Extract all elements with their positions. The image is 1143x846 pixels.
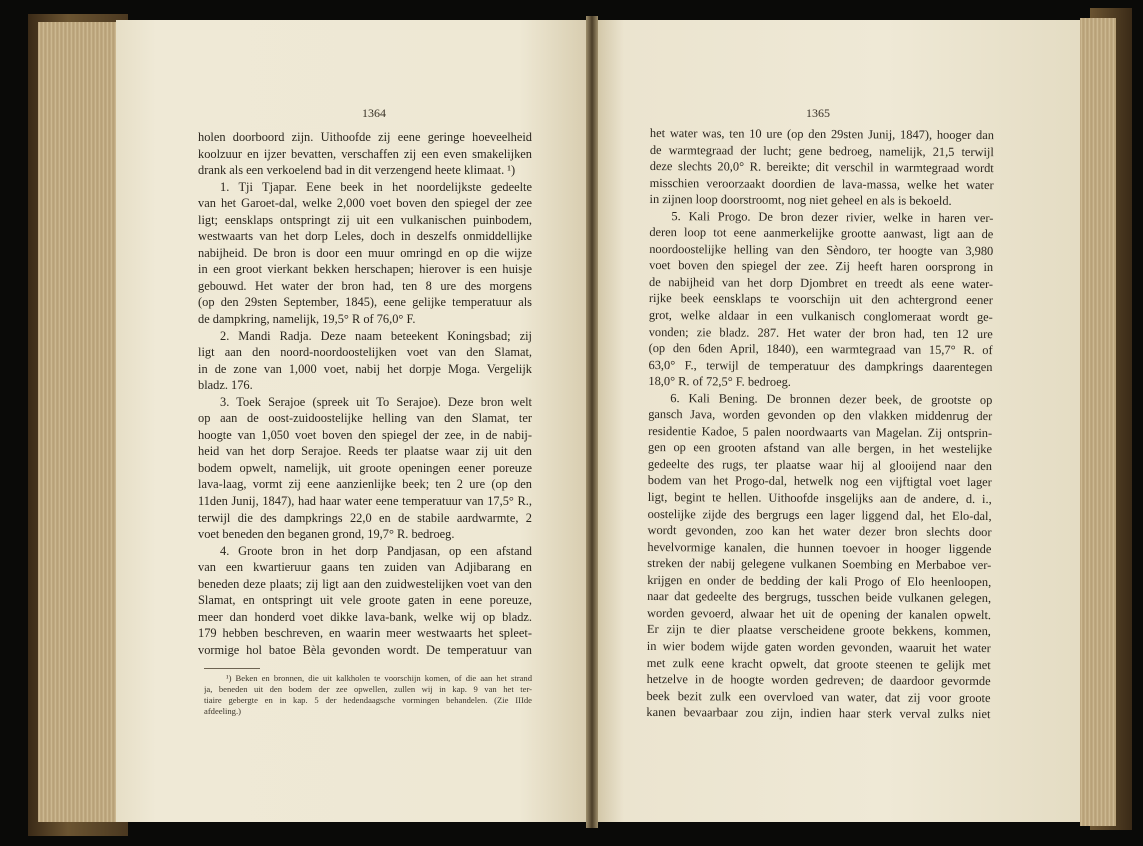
text-line: noordoostelijke helling van den Sèndoro, ter hoogte van 3,980 (649, 241, 994, 258)
text-line: worden gevoerd, alwaar het uit de opening der kanalen opwelt. (646, 605, 992, 622)
text-line: holen doorboord zijn. Uithoofde zij eene geringe hoeveelheid (198, 130, 532, 144)
left-page-text (198, 129, 532, 659)
text-line: Slamat, en ontspringt uit vele groote gaten in eene poreuze, (198, 593, 532, 608)
text-line: grot, welke aldaar in een vulkanisch conglomeraat wordt ge- (648, 308, 993, 325)
text-line: de dampkring, namelijk, 19,5° R of 76,0° F. (198, 312, 416, 327)
text-line: hetzelve in de hoogte worden gedreven; de daardoor gevormde (646, 672, 991, 689)
text-line: 1. Tji Tjapar. Eene beek in het noordelijkste gedeelte (220, 179, 532, 194)
text-line: hoogte van 1,050 voet boven den spiegel der zee, in de nabij- (198, 427, 532, 442)
text-line: beek bezit zulk een overvloed van water, dat zij voor groote (646, 688, 991, 705)
text-line: naar dat gedeelte des bergrugs, tusschen beide vulkanen gelegen, (647, 589, 992, 606)
book-gutter (586, 16, 598, 828)
text-line: terwijl die des dampkrings 22,0 en de stabile aardwarmte, 2 (198, 510, 532, 525)
left-page-number: 1364 (362, 106, 386, 120)
footnote-line: ¹) Beken en bronnen, die uit kalkholen te voorschijn komen, of die aan het strand (226, 673, 532, 683)
text-line: van het Garoet-dal, welke 2,000 voet boven den spiegel der zee (198, 196, 532, 211)
text-line: vormige hol batoe Bèla gevonden wordt. De temperatuur van (198, 642, 532, 657)
text-line: heid van het dorp Serajoe. Reeds ter plaatse waar zij uit den (198, 444, 532, 459)
text-line: Er zijn te dier plaatse verscheidene groote bekkens, kommen, (646, 622, 991, 639)
text-line: misschien veroorzaakt doordien de lava-massa, welke het water (649, 175, 994, 192)
text-line: in een groot vierkant bekken herschapen; hierover is een huisje (198, 262, 532, 277)
text-line: residentie Kadoe, 5 palen noordwaarts van Magelan. Zij ontsprin- (648, 423, 993, 440)
text-line: kanen bevaarbaar zou zijn, indien haar sterk verval zulks niet (646, 705, 991, 722)
text-line: oostelijke zijde des bergrugs een lager liggend dal, het Elo-dal, (647, 506, 992, 523)
text-line: nabijheid. De bron is door een muur omringd en op die wijze (198, 245, 532, 260)
text-line: ligt, begint te hellen. Uithoofde insgelijks aan de andere, d. i., (647, 490, 992, 507)
left-page-footnote (204, 673, 532, 717)
text-line: 63,0° F., terwijl de temperatuur des dampkrings daarentegen (648, 357, 993, 374)
text-line: op aan de oost-zuidoostelijke helling van den Slamat, ter (198, 411, 532, 426)
text-line: 3. Toek Serajoe (spreek uit To Serajoe). Deze bron welt (220, 394, 532, 409)
text-line: hevelvormige kanalen, die hunnen toevoer in hooger liggende (647, 539, 992, 556)
text-line: bodem van het Progo-dal, hetwelk nog een vijftigtal voet lager (647, 473, 992, 490)
text-line: rijke beek eensklaps te voorschijn uit den achtergrond eener (648, 291, 993, 308)
text-line: 2. Mandi Radja. Deze naam beteekent Koningsbad; zij (220, 328, 532, 343)
text-line: de nabijheid van het dorp Djombret en treedt als eene water- (648, 274, 994, 292)
text-line: gen op een grooten afstand van alle bergen, in het westelijke (647, 440, 993, 457)
text-line: van een kwartieruur gaans ten zuiden van Adjibarang en (198, 560, 532, 575)
text-line: krijgen en onder de bedding der kali Progo of Elo heenloopen, (647, 572, 992, 589)
text-line: deze slechts 20,0° R. bereikte; dit verschil in warmtegraad wordt (649, 159, 994, 176)
text-line: 11den Junij, 1847), had haar water eene temperatuur van 17,5° R., (198, 494, 532, 509)
text-line: westwaarts van het dorp Leles, doch in deszelfs onmiddellijke (198, 229, 532, 244)
text-line: 5. Kali Progo. De bron dezer rivier, welke in haren ver- (671, 208, 994, 225)
right-page-number: 1365 (806, 106, 830, 120)
page-edges-left (38, 22, 116, 822)
text-line: 6. Kali Bening. De bronnen dezer beek, de grootste op (670, 390, 993, 407)
text-line: meer dan honderd voet dikke lava-bank, welke wij op bladz. (198, 609, 532, 624)
text-line: vonden; zie bladz. 287. Het water der bron had, ten 12 ure (648, 324, 993, 341)
footnote-line: afdeeling.) (204, 706, 241, 716)
text-line: voet boven den spiegel der zee. Zij heeft haren oorsprong in (649, 258, 994, 275)
text-line: gedeelte des rugs, ter plaatse waar hij al glooijend naar den (647, 456, 992, 474)
text-line: deren loop tot eene aanmerkelijke grootte aanwast, ligt aan de (649, 225, 994, 242)
text-line: 179 hebben beschreven, en waarin meer westwaarts het spleet- (198, 626, 532, 641)
footnote-line: tiaire gebergte en in kap. 5 der hedendaagsche vormingen behandelen. (Zie IIIde (204, 695, 532, 705)
footnote-line: ja, beneden uit den bodem der zee opwellen, zullen wij in kap. 9 van het ter- (204, 684, 532, 694)
text-line: in wier bodem wijde gaten worden gevonden, waaruit het water (646, 638, 991, 656)
text-line: beneden deze plaats; zij ligt aan den zuidwestelijken voet van den (198, 576, 532, 591)
text-line: streken der nabij gelegene vulkanen Soembing en Merbaboe ver- (647, 556, 992, 573)
text-line: de warmtegraad der lucht; gene bedroeg, namelijk, 21,5 terwijl (649, 142, 994, 159)
text-line: in de zone van 1,000 voet, nabij het dorpje Moga. Vergelijk (198, 361, 532, 376)
text-line: 4. Groote bron in het dorp Pandjasan, op een afstand (220, 543, 532, 558)
text-line: het water was, ten 10 ure (op den 29sten Junij, 1847), hooger dan (649, 125, 994, 143)
text-line: bodem opwelt, namelijk, uit groote openingen eener poreuze (198, 460, 532, 475)
text-line: in zijnen loop doorstroomt, nog niet geheel en als is bekoeld. (649, 192, 952, 209)
text-line: drank als een verkoelend bad in dit verzengend heete klimaat. ¹) (198, 163, 516, 178)
page-edges-right (1080, 18, 1116, 826)
text-line: (op den 6den April, 1840), een warmtegraad van 15,7° R. of (648, 341, 993, 358)
right-page-text (646, 125, 994, 723)
text-line: gansch Java, worden gevonden op den vlakken middenrug der (648, 407, 993, 424)
text-line: lava-laag, vormt zij eene aanzienlijke beek; ten 2 ure (op den (198, 477, 532, 492)
text-line: bladz. 176. (198, 378, 253, 393)
text-line: ligt aan den noord-noordoostelijken voet van den Slamat, (198, 345, 532, 360)
text-line: koolzuur en ijzer bevatten, verschaffen zij een even smakelijken (198, 146, 532, 161)
text-line: met zulk eene kracht opwelt, dat groote steenen te gelijk met (646, 655, 991, 672)
text-line: gebouwd. Het water der bron had, ten 8 ure des morgens (198, 278, 532, 293)
text-line: wordt gevonden, zoo kan het water dezer bron slechts door (647, 523, 992, 540)
footnote-rule (204, 668, 260, 669)
text-line: 18,0° R. of 72,5° F. bedroeg. (648, 374, 791, 390)
text-line: ligt; eensklaps ontspringt zij uit een vulkanischen puinbodem, (198, 212, 532, 227)
text-line: (op den 29sten September, 1845), eene gelijke temperatuur als (198, 295, 532, 310)
text-line: voet beneden den beganen grond, 19,7° R. bedroeg. (198, 527, 455, 542)
